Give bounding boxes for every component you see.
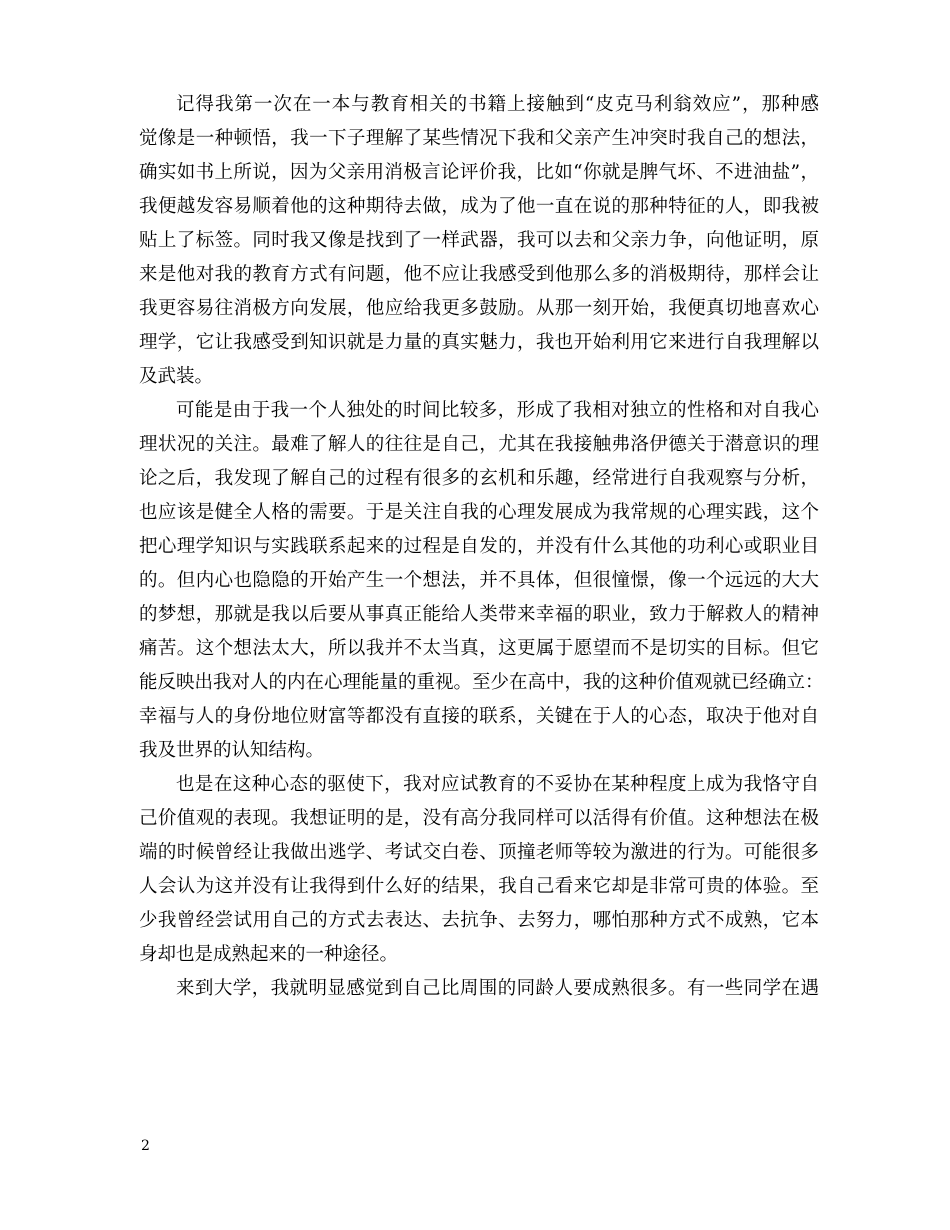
text-line: 把心理学知识与实践联系起来的过程是自发的，并没有什么其他的功利心或职业目	[139, 536, 819, 557]
text-line: 痛苦。这个想法太大，所以我并不太当真，这更属于愿望而不是切实的目标。但它	[139, 638, 819, 659]
text-line: 能反映出我对人的内在心理能量的重视。至少在高中，我的这种价值观就已经确立：	[139, 672, 824, 693]
page-number: 2	[141, 1138, 150, 1154]
text-line: 幸福与人的身份地位财富等都没有直接的联系，关键在于人的心态，取决于他对自	[139, 706, 819, 727]
text-line: 也应该是健全人格的需要。于是关注自我的心理发展成为我常规的心理实践，这个	[139, 502, 819, 523]
text-line: 觉像是一种顿悟，我一下子理解了某些情况下我和父亲产生冲突时我自己的想法，	[139, 128, 819, 149]
paragraph-2	[139, 394, 824, 768]
text-line: 来到大学，我就明显感觉到自己比周围的同龄人要成熟很多。有一些同学在遇	[176, 978, 819, 999]
text-line: 端的时候曾经让我做出逃学、考试交白卷、顶撞老师等较为激进的行为。可能很多	[139, 842, 819, 863]
text-line: 人会认为这并没有让我得到什么好的结果，我自己看来它却是非常可贵的体验。至	[139, 876, 819, 897]
text-line: 己价值观的表现。我想证明的是，没有高分我同样可以活得有价值。这种想法在极	[139, 808, 819, 829]
paragraph-4	[139, 972, 819, 1006]
paragraph-1	[139, 88, 819, 394]
text-line: 我更容易往消极方向发展，他应给我更多鼓励。从那一刻开始，我便真切地喜欢心	[139, 298, 819, 319]
text-line: 我便越发容易顺着他的这种期待去做，成为了他一直在说的那种特征的人，即我被	[139, 196, 819, 217]
text-line: 理状况的关注。最难了解人的往往是自己，尤其在我接触弗洛伊德关于潜意识的理	[139, 434, 819, 455]
text-line: 贴上了标签。同时我又像是找到了一样武器，我可以去和父亲力争，向他证明，原	[139, 230, 819, 251]
text-line: 身却也是成熟起来的一种途径。	[139, 944, 399, 965]
text-line: 确实如书上所说，因为父亲用消极言论评价我，比如“你就是脾气坏、不进油盐”，	[139, 162, 819, 183]
text-line: 及武装。	[139, 366, 214, 387]
text-line: 的梦想，那就是我以后要从事真正能给人类带来幸福的职业，致力于解救人的精神	[139, 604, 819, 625]
body-text	[139, 88, 824, 1006]
text-line: 论之后，我发现了解自己的过程有很多的玄机和乐趣，经常进行自我观察与分析，	[139, 468, 819, 489]
text-line: 的。但内心也隐隐的开始产生一个想法，并不具体，但很憧憬，像一个远远的大大	[139, 570, 819, 591]
text-line: 理学，它让我感受到知识就是力量的真实魅力，我也开始利用它来进行自我理解以	[139, 332, 819, 353]
text-line: 记得我第一次在一本与教育相关的书籍上接触到“皮克马利翁效应”，那种感	[176, 94, 819, 115]
text-line: 也是在这种心态的驱使下，我对应试教育的不妥协在某种程度上成为我恪守自	[176, 774, 819, 795]
text-line: 少我曾经尝试用自己的方式去表达、去抗争、去努力，哪怕那种方式不成熟，它本	[139, 910, 819, 931]
paragraph-3	[139, 768, 819, 972]
text-line: 我及世界的认知结构。	[139, 740, 325, 761]
text-line: 可能是由于我一个人独处的时间比较多，形成了我相对独立的性格和对自我心	[176, 400, 819, 421]
text-line: 来是他对我的教育方式有问题，他不应让我感受到他那么多的消极期待，那样会让	[139, 264, 819, 285]
